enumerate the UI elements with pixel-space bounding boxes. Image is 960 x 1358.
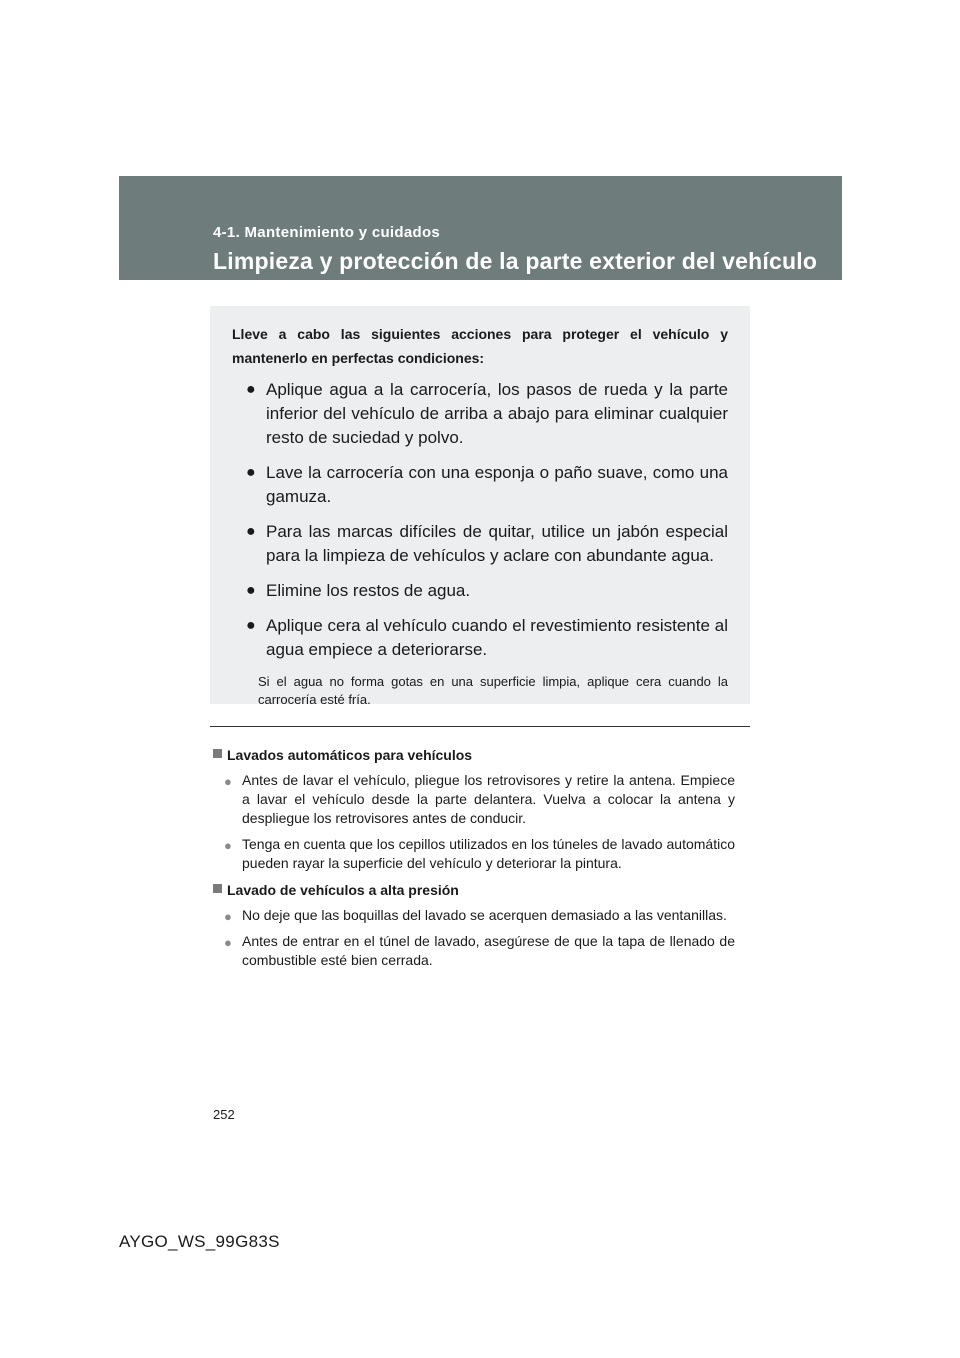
intro-line-2: mantenerlo en perfectas condiciones: (232, 350, 485, 366)
divider (210, 726, 750, 727)
bullet-icon: ● (246, 617, 256, 634)
bullet-icon: ● (246, 381, 256, 398)
bullet-icon: ● (224, 935, 232, 950)
note-heading: Lavados automáticos para vehículos (213, 745, 735, 765)
page-title: Limpieza y protección de la parte exterior del vehículo (213, 248, 818, 274)
bullet-icon: ● (246, 464, 256, 481)
list-item: ● Antes de entrar en el túnel de lavado, asegúrese de que la tapa de llenado de combustible esté bien cerrada. (224, 933, 735, 968)
note-heading: Lavado de vehículos a alta presión (213, 880, 735, 900)
steps-list (232, 378, 728, 662)
square-bullet-icon (213, 749, 222, 758)
chapter-header (119, 176, 842, 280)
intro-text (232, 322, 728, 370)
instructions-box (210, 306, 750, 707)
document-code: AYGO_WS_99G83S (119, 1232, 280, 1251)
list-item: ● Antes de lavar el vehículo, pliegue los retrovisores y retire la antena. Empiece a lavar el vehículo desde la parte delantera. Vuelva a colocar la antena y despliegue los retrovisores antes de conducir. (224, 772, 735, 826)
bullet-icon: ● (224, 909, 232, 924)
list-item: ● Tenga en cuenta que los cepillos utilizados en los túneles de lavado automático pueden rayar la superficie del vehículo y deteriorar la pintura. (224, 836, 735, 871)
list-item: ● Lave la carrocería con una esponja o paño suave, como una gamuza. (246, 463, 728, 506)
list-item: ● Aplique cera al vehículo cuando el revestimiento resistente al agua empiece a deteriorarse. (246, 616, 728, 659)
notes-section (213, 745, 735, 977)
list-item: ● Aplique agua a la carrocería, los pasos de rueda y la parte inferior del vehículo de arriba a abajo para eliminar cualquier resto de suciedad y polvo. (246, 380, 728, 447)
section-label: 4-1. Mantenimiento y cuidados (213, 224, 441, 241)
bullet-icon: ● (224, 838, 232, 853)
list-item: ● Elimine los restos de agua. (246, 581, 471, 600)
list-item: ● Para las marcas difíciles de quitar, utilice un jabón especial para la limpieza de vehículos y aclare con abundante agua. (246, 522, 728, 565)
box-note: Si el agua no forma gotas en una superficie limpia, aplique cera cuando la carrocería esté fría. (258, 674, 728, 707)
bullet-icon: ● (224, 774, 232, 789)
list-item: ● No deje que las boquillas del lavado se acerquen demasiado a las ventanillas. (224, 907, 727, 924)
bullet-icon: ● (246, 523, 256, 540)
intro-line-1: Lleve a cabo las siguientes acciones para proteger el vehículo y (232, 326, 728, 342)
bullet-icon: ● (246, 582, 256, 599)
square-bullet-icon (213, 884, 222, 893)
page-number: 252 (213, 1107, 235, 1122)
